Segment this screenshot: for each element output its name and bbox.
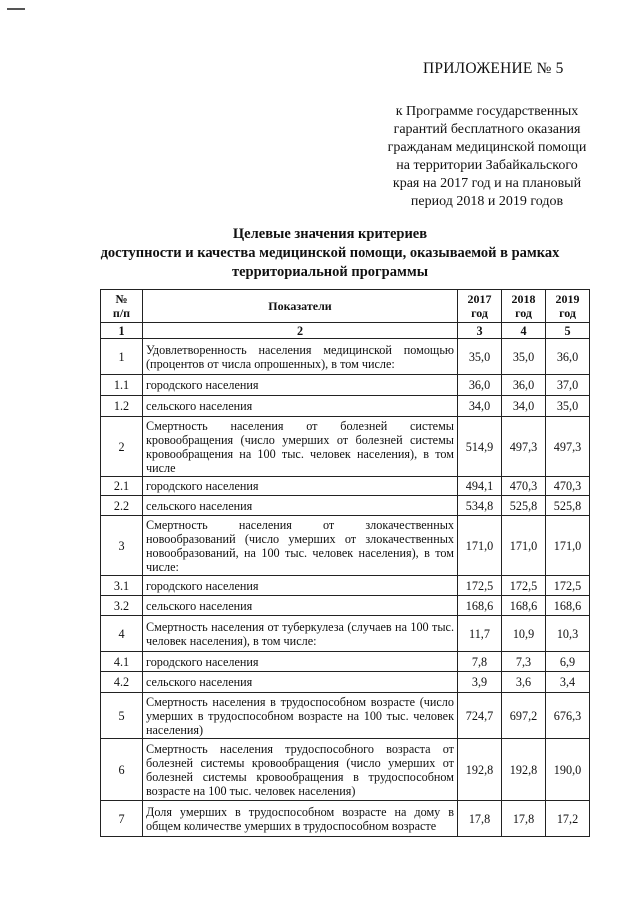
- row-indicator: Смертность населения в трудоспособном возрасте (число умерших в трудоспособном возрасте на 100 тыс. человек населения): [143, 693, 458, 739]
- approval-line: к Программе государственных: [395, 104, 579, 119]
- header-num-line1: №: [115, 292, 128, 306]
- value-2017: 36,0: [458, 375, 502, 396]
- row-indicator: сельского населения: [143, 672, 458, 693]
- appendix-title: ПРИЛОЖЕНИЕ № 5: [423, 60, 564, 77]
- table-row: [101, 339, 590, 375]
- value-2018: 525,8: [502, 496, 546, 516]
- approval-line: гарантий бесплатного оказания: [393, 122, 581, 137]
- table-row: [101, 477, 590, 496]
- value-2017: 168,6: [458, 596, 502, 616]
- value-2019: 190,0: [546, 739, 590, 801]
- table-header-row: [101, 290, 590, 323]
- header-num: [101, 290, 143, 323]
- table-row: [101, 801, 590, 837]
- value-2018: 17,8: [502, 801, 546, 837]
- value-2018: 3,6: [502, 672, 546, 693]
- column-index-row: [101, 323, 590, 339]
- value-2018: 697,2: [502, 693, 546, 739]
- row-number: 7: [101, 801, 143, 837]
- row-number: 3: [101, 516, 143, 576]
- row-number: 1.1: [101, 375, 143, 396]
- row-number: 2.1: [101, 477, 143, 496]
- scan-edge-mark: [7, 8, 25, 10]
- row-number: 2.2: [101, 496, 143, 516]
- value-2017: 171,0: [458, 516, 502, 576]
- table-row: [101, 496, 590, 516]
- value-2019: 35,0: [546, 396, 590, 417]
- value-2019: 6,9: [546, 652, 590, 672]
- table-row: [101, 396, 590, 417]
- row-number: 5: [101, 693, 143, 739]
- row-indicator: Смертность населения от злокачественных новообразований (число умерших от злокачественных новообразований, на 100 тыс. человек населения), в том числе:: [143, 516, 458, 576]
- table-row: [101, 652, 590, 672]
- row-indicator: Смертность населения от болезней системы кровообращения (число умерших от болезней системы кровообращения на 100 тыс. человек населения), в том числе: [143, 417, 458, 477]
- row-number: 4.1: [101, 652, 143, 672]
- column-index: 4: [502, 323, 546, 339]
- value-2017: 494,1: [458, 477, 502, 496]
- row-indicator: сельского населения: [143, 596, 458, 616]
- row-indicator: Удовлетворенность населения медицинской помощью (процентов от числа опрошенных), в том числе:: [143, 339, 458, 375]
- value-2018: 192,8: [502, 739, 546, 801]
- value-2017: 534,8: [458, 496, 502, 516]
- value-2019: 17,2: [546, 801, 590, 837]
- row-number: 2: [101, 417, 143, 477]
- value-2018: 168,6: [502, 596, 546, 616]
- row-indicator: сельского населения: [143, 396, 458, 417]
- criteria-table: [100, 289, 590, 837]
- row-indicator: Смертность населения от туберкулеза (случаев на 100 тыс. человек населения), в том числе:: [143, 616, 458, 652]
- value-2019: 3,4: [546, 672, 590, 693]
- table-row: [101, 616, 590, 652]
- row-indicator: сельского населения: [143, 496, 458, 516]
- value-2019: 497,3: [546, 417, 590, 477]
- approval-line: края на 2017 год и на плановый: [392, 176, 582, 191]
- value-2017: 3,9: [458, 672, 502, 693]
- value-2018: 10,9: [502, 616, 546, 652]
- column-index: 3: [458, 323, 502, 339]
- table-row: [101, 739, 590, 801]
- value-2019: 676,3: [546, 693, 590, 739]
- header-2018-year: 2018: [511, 292, 536, 306]
- approval-line: период 2018 и 2019 годов: [410, 194, 564, 209]
- header-2018: [502, 290, 546, 323]
- table-row: [101, 516, 590, 576]
- value-2019: 470,3: [546, 477, 590, 496]
- value-2019: 525,8: [546, 496, 590, 516]
- value-2018: 172,5: [502, 576, 546, 596]
- header-2019-year: 2019: [555, 292, 580, 306]
- value-2019: 172,5: [546, 576, 590, 596]
- row-number: 3.1: [101, 576, 143, 596]
- value-2018: 35,0: [502, 339, 546, 375]
- value-2018: 171,0: [502, 516, 546, 576]
- value-2018: 7,3: [502, 652, 546, 672]
- header-indicators: Показатели: [143, 290, 458, 323]
- header-2017-label: год: [471, 306, 488, 320]
- column-index: 5: [546, 323, 590, 339]
- value-2017: 724,7: [458, 693, 502, 739]
- value-2018: 36,0: [502, 375, 546, 396]
- row-indicator: Доля умерших в трудоспособном возрасте на дому в общем количестве умерших в трудоспособном возрасте: [143, 801, 458, 837]
- header-2018-label: год: [515, 306, 532, 320]
- value-2017: 172,5: [458, 576, 502, 596]
- value-2018: 497,3: [502, 417, 546, 477]
- header-num-line2: п/п: [112, 306, 131, 320]
- document-heading: [100, 225, 560, 282]
- row-indicator: Смертность населения трудоспособного возраста от болезней системы кровообращения (число умерших от болезней системы кровообращения в трудоспособном возрасте на 100 тыс. человек населения): [143, 739, 458, 801]
- heading-line: территориальной программы: [231, 264, 429, 280]
- approval-line: на территории Забайкальского: [396, 158, 578, 173]
- value-2019: 168,6: [546, 596, 590, 616]
- approval-note: [368, 103, 606, 211]
- value-2017: 11,7: [458, 616, 502, 652]
- column-index: 2: [143, 323, 458, 339]
- row-number: 1.2: [101, 396, 143, 417]
- value-2017: 7,8: [458, 652, 502, 672]
- value-2017: 514,9: [458, 417, 502, 477]
- row-indicator: городского населения: [143, 477, 458, 496]
- heading-line: доступности и качества медицинской помощи, оказываемой в рамках: [100, 245, 560, 261]
- row-indicator: городского населения: [143, 576, 458, 596]
- value-2019: 10,3: [546, 616, 590, 652]
- heading-line: Целевые значения критериев: [232, 226, 428, 242]
- header-2017-year: 2017: [467, 292, 492, 306]
- value-2019: 171,0: [546, 516, 590, 576]
- column-index: 1: [101, 323, 143, 339]
- row-number: 1: [101, 339, 143, 375]
- value-2018: 34,0: [502, 396, 546, 417]
- value-2017: 17,8: [458, 801, 502, 837]
- table-row: [101, 576, 590, 596]
- header-2017: [458, 290, 502, 323]
- table-row: [101, 375, 590, 396]
- value-2017: 192,8: [458, 739, 502, 801]
- value-2017: 34,0: [458, 396, 502, 417]
- header-2019-label: год: [559, 306, 576, 320]
- row-number: 4: [101, 616, 143, 652]
- row-indicator: городского населения: [143, 375, 458, 396]
- header-2019: [546, 290, 590, 323]
- value-2019: 37,0: [546, 375, 590, 396]
- value-2019: 36,0: [546, 339, 590, 375]
- table-row: [101, 596, 590, 616]
- value-2017: 35,0: [458, 339, 502, 375]
- row-number: 4.2: [101, 672, 143, 693]
- table-row: [101, 417, 590, 477]
- value-2018: 470,3: [502, 477, 546, 496]
- table-row: [101, 693, 590, 739]
- table-row: [101, 672, 590, 693]
- row-number: 3.2: [101, 596, 143, 616]
- approval-line: гражданам медицинской помощи: [387, 140, 587, 155]
- row-indicator: городского населения: [143, 652, 458, 672]
- row-number: 6: [101, 739, 143, 801]
